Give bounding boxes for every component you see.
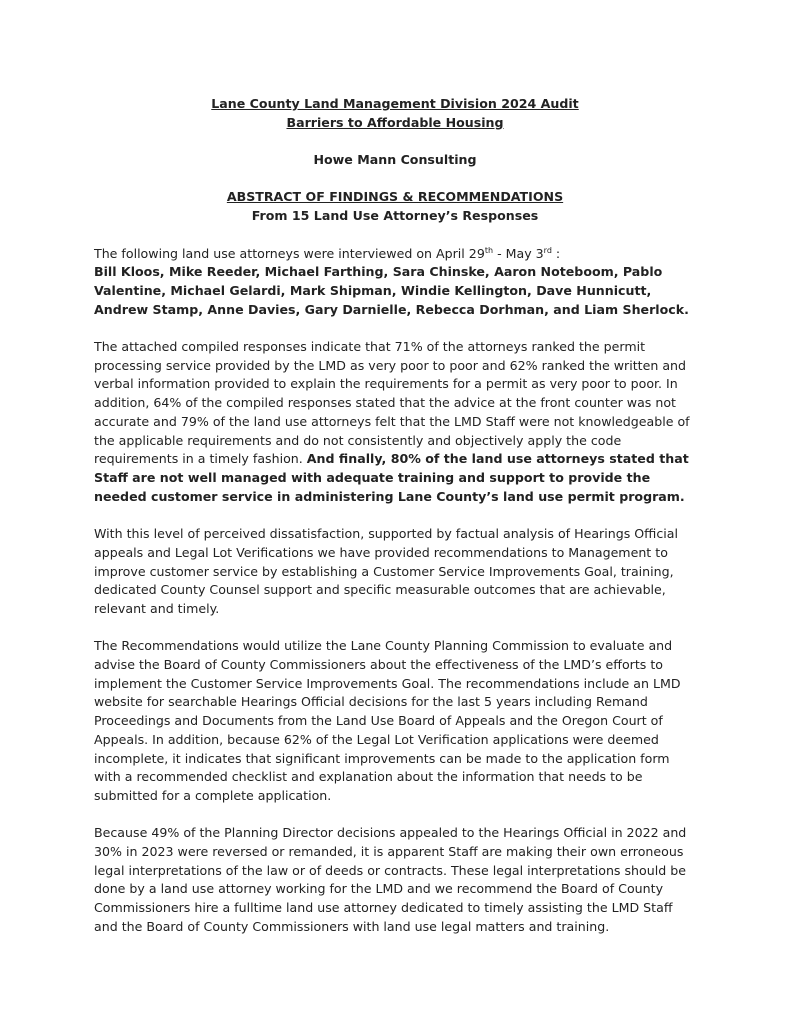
intro-paragraph — [94, 245, 696, 320]
title-line-1: Lane County Land Management Division 2024 Audit — [211, 96, 579, 111]
intro-sup-th: th — [484, 245, 494, 255]
consultant-name: Howe Mann Consulting — [313, 152, 477, 168]
abstract-subtitle: From 15 Land Use Attorney’s Responses — [251, 208, 539, 224]
intro-mid: - May 3 — [493, 245, 544, 261]
recommendations-paragraph: With this level of perceived dissatisfaction, supported by factual analysis of Hearings Official appeals and Legal Lot Verifications we have provided recommendations to Management to improve customer service by establishing a Customer Service Improvements Goal, training, dedicated County Counsel support and specific measurable outcomes that are achievable, relevant and timely. — [94, 526, 678, 616]
title-line-2: Barriers to Affordable Housing — [286, 114, 504, 130]
intro-sup-rd: rd — [543, 245, 552, 255]
legal-interpretation-paragraph: Because 49% of the Planning Director decisions appealed to the Hearings Official in 2022 and 30% in 2023 were reversed or remanded, it is apparent Staff are making their own erroneous legal interpretations of the law or of deeds or contracts. These legal interpretations should be done by a land use attorney working for the LMD and we recommend the Board of County Commissioners hire a fulltime land use attorney dedicated to timely assisting the LMD Staff and the Board of County Commissioners with land use legal matters and training. — [94, 825, 687, 934]
findings-text: The attached compiled responses indicate that 71% of the attorneys ranked the permit processing service provided by the LMD as very poor to poor and 62% ranked the written and verbal information provided to explain the requirements for a permit as very poor to poor. In addition, 64% of the compiled responses stated that the advice at the front counter was not accurate and 79% of the land use attorneys felt that the LMD Staff were not knowledgeable of the applicable requirements and do not consistently and objectively apply the code requirements in a timely fashion. — [94, 339, 690, 467]
abstract-title: ABSTRACT OF FINDINGS & RECOMMENDATIONS — [226, 189, 564, 205]
intro-lead: The following land use attorneys were interviewed on April 29 — [94, 245, 485, 261]
intro-end: : — [551, 245, 561, 261]
planning-commission-paragraph: The Recommendations would utilize the Lane County Planning Commission to evaluate and advise the Board of County Commissioners about the effectiveness of the LMD’s efforts to implement the Customer Service Improvements Goal. The recommendations include an LMD website for searchable Hearings Official decisions for the last 5 years including Remand Proceedings and Documents from the Land Use Board of Appeals and the Oregon Court of Appeals. In addition, because 62% of the Legal Lot Verification applications were deemed incomplete, it indicates that significant improvements can be made to the application form with a recommended checklist and explanation about the information that needs to be submitted for a complete application. — [94, 638, 681, 803]
findings-bold-text: And finally, 80% of the land use attorneys stated that Staff are not well managed with adequate training and support to provide the needed customer service in administering Lane County’s land use permit program. — [94, 451, 689, 504]
attorney-names: Bill Kloos, Mike Reeder, Michael Farthing, Sara Chinske, Aaron Noteboom, Pablo Valentine, Michael Gelardi, Mark Shipman, Windie Kellington, Dave Hunnicutt, Andrew Stamp, Anne Davies, Gary Darnielle, Rebecca Dorhman, and Liam Sherlock. — [94, 264, 689, 317]
document-content — [94, 95, 696, 955]
findings-paragraph — [94, 338, 696, 506]
